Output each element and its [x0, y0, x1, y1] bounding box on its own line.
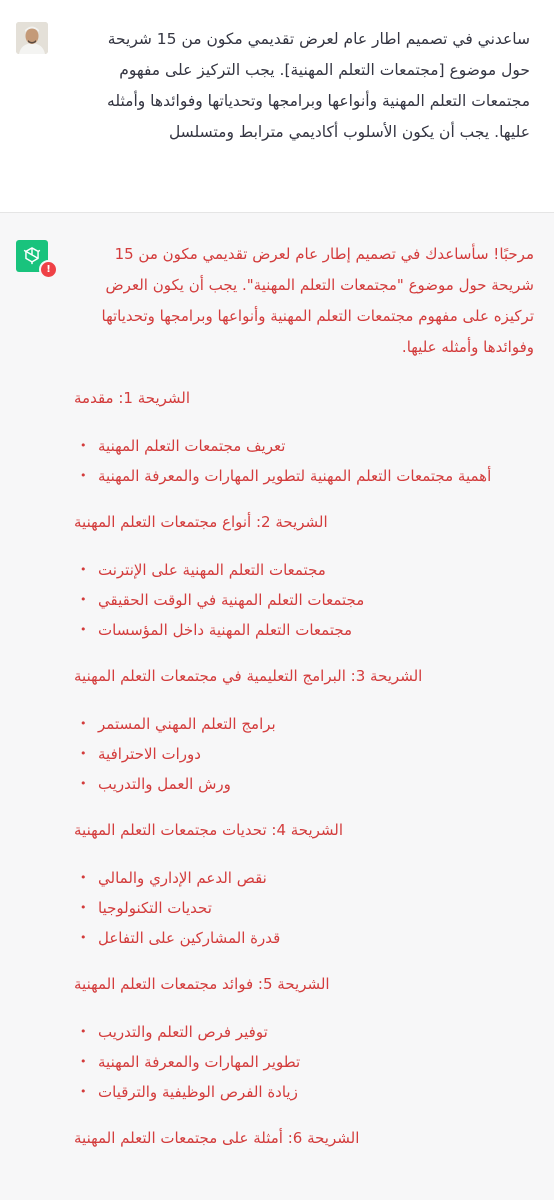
- slide-bullet-item: [74, 585, 534, 615]
- slide-bullet-text: تعريف مجتمعات التعلم المهنية: [98, 437, 286, 455]
- bullet-dot-icon: •: [80, 563, 87, 576]
- bullet-dot-icon: •: [80, 901, 87, 914]
- assistant-message-content: [74, 239, 534, 1171]
- assistant-message: [0, 213, 554, 1200]
- slide-bullet-item: [74, 893, 534, 923]
- slide-bullet-text: مجتمعات التعلم المهنية على الإنترنت: [98, 561, 326, 579]
- bullet-dot-icon: •: [80, 1085, 87, 1098]
- assistant-intro: مرحبًا! سأساعدك في تصميم إطار عام لعرض تقديمي مكون من 15 شريحة حول موضوع "مجتمعات التعلم المهنية". يجب أن يكون العرض تركيزه على مفهوم مجتمعات التعلم المهنية وأنواعها وبرامجها وتحدياتها وفوائدها وأمثله عليها.: [101, 245, 534, 356]
- slide-bullet-text: دورات الاحترافية: [98, 745, 201, 763]
- slide-bullet-text: مجتمعات التعلم المهنية في الوقت الحقيقي: [98, 591, 365, 609]
- slide-section: [74, 969, 534, 1107]
- slide-bullet-text: تطوير المهارات والمعرفة المهنية: [98, 1053, 301, 1071]
- slide-bullet-list: [74, 863, 534, 953]
- bullet-dot-icon: •: [80, 747, 87, 760]
- bullet-dot-icon: •: [80, 931, 87, 944]
- slide-section: [74, 1123, 534, 1153]
- bullet-dot-icon: •: [80, 871, 87, 884]
- slide-bullet-item: [74, 1017, 534, 1047]
- slide-bullet-item: [74, 739, 534, 769]
- slide-section: [74, 383, 534, 491]
- error-badge-icon: !: [39, 260, 58, 279]
- slide-bullet-item: [74, 1047, 534, 1077]
- slide-bullet-text: زيادة الفرص الوظيفية والترقيات: [98, 1083, 298, 1101]
- bullet-dot-icon: •: [80, 717, 87, 730]
- slide-section: [74, 661, 534, 799]
- slide-section: [74, 815, 534, 953]
- bullet-dot-icon: •: [80, 469, 87, 482]
- slide-section: [74, 507, 534, 645]
- slide-bullet-text: برامج التعلم المهني المستمر: [98, 715, 276, 733]
- user-message-text: ساعدني في تصميم اطار عام لعرض تقديمي مكون من 15 شريحة حول موضوع [مجتمعات التعلم المهنية]. يجب التركيز على مفهوم مجتمعات التعلم المهنية وأنواعها وبرامجها وتحدياتها وفوائدها وأمثله عليها. يجب أن يكون الأسلوب أكاديمي مترابط ومتسلسل: [107, 30, 530, 141]
- bullet-dot-icon: •: [80, 439, 87, 452]
- slide-bullet-item: [74, 1077, 534, 1107]
- slide-title: الشريحة 1: مقدمة: [74, 389, 191, 407]
- slide-bullet-text: ورش العمل والتدريب: [98, 775, 231, 793]
- slide-bullet-text: نقص الدعم الإداري والمالي: [98, 869, 267, 887]
- slide-bullet-list: [74, 431, 534, 491]
- bullet-dot-icon: •: [80, 777, 87, 790]
- slide-bullet-text: مجتمعات التعلم المهنية داخل المؤسسات: [98, 621, 353, 639]
- slide-bullet-item: [74, 923, 534, 953]
- slide-bullet-text: تحديات التكنولوجيا: [98, 899, 212, 917]
- slide-bullet-list: [74, 709, 534, 799]
- slide-bullet-text: قدرة المشاركين على التفاعل: [98, 929, 281, 947]
- slide-bullet-item: [74, 555, 534, 585]
- slide-bullet-list: [74, 555, 534, 645]
- slide-bullet-item: [74, 615, 534, 645]
- slide-title: الشريحة 2: أنواع مجتمعات التعلم المهنية: [74, 513, 328, 531]
- slide-bullet-list: [74, 1017, 534, 1107]
- bullet-dot-icon: •: [80, 1055, 87, 1068]
- bullet-dot-icon: •: [80, 1025, 87, 1038]
- slide-bullet-item: [74, 431, 534, 461]
- bullet-dot-icon: •: [80, 623, 87, 636]
- slide-bullet-item: [74, 863, 534, 893]
- user-avatar: [16, 22, 48, 54]
- user-message: [0, 0, 554, 213]
- slide-bullet-item: [74, 461, 534, 491]
- slide-title: الشريحة 4: تحديات مجتمعات التعلم المهنية: [74, 821, 344, 839]
- slide-title: الشريحة 6: أمثلة على مجتمعات التعلم المهنية: [74, 1129, 360, 1147]
- slide-outline: [74, 383, 534, 1153]
- slide-bullet-item: [74, 709, 534, 739]
- slide-bullet-text: أهمية مجتمعات التعلم المهنية لتطوير المهارات والمعرفة المهنية: [98, 467, 492, 485]
- slide-bullet-item: [74, 769, 534, 799]
- slide-bullet-text: توفير فرص التعلم والتدريب: [98, 1023, 268, 1041]
- slide-title: الشريحة 5: فوائد مجتمعات التعلم المهنية: [74, 975, 330, 993]
- slide-title: الشريحة 3: البرامج التعليمية في مجتمعات التعلم المهنية: [74, 667, 423, 685]
- bullet-dot-icon: •: [80, 593, 87, 606]
